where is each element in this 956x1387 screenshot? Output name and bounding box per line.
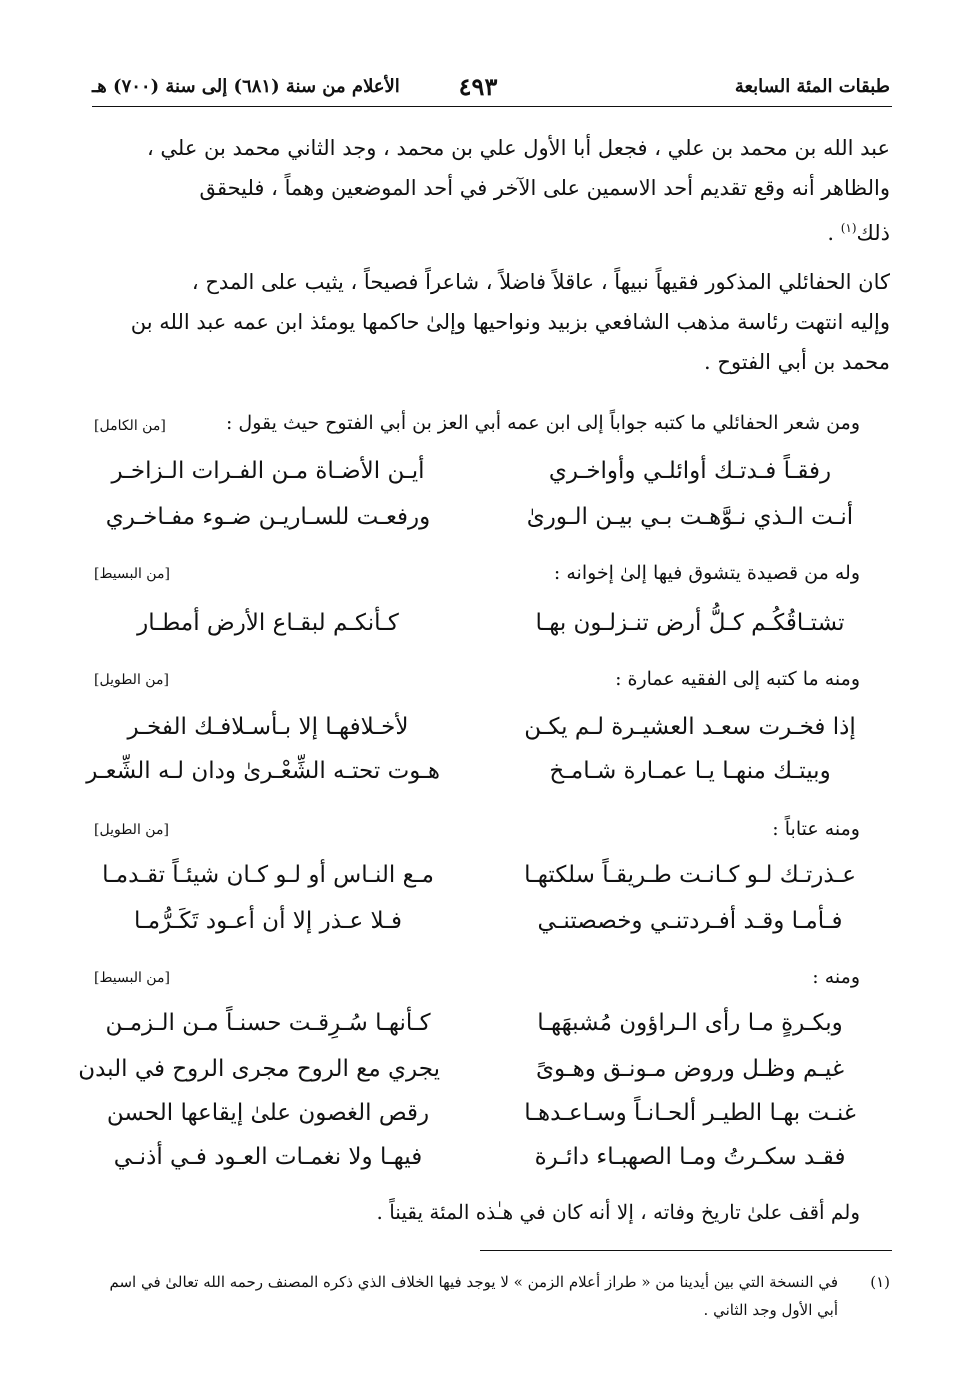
paragraph-line: كان الحفائلي المذكور فقيهاً نبيهاً ، عاقلاً فاضلاً ، شاعراً فصيحاً ، يثيب على المدح ، <box>191 270 890 294</box>
paragraph-line: ذلك$^{(١)}$ . <box>827 221 890 245</box>
poem-intro: وله من قصيدة يتشوق فيها إلىٰ إخوانه : <box>553 562 860 584</box>
verse-first-hemistich: وبكـرةٍ مـا رأى الـراؤون مُشبهَهـا <box>537 1010 843 1036</box>
paragraph-line: عبد الله بن محمد بن علي ، فجعل أبا الأول علي بن محمد ، وجد الثاني محمد بن علي ، <box>146 136 890 160</box>
verse-second-hemistich: كـأنهـا سُـرِقـت حسنـاً مـن الـزمـن <box>105 1010 431 1036</box>
paragraph-line: والظاهر أنه وقع تقديم أحد الاسمين على الآخر في أحد الموضعين وهماً ، فليحقق <box>199 176 890 200</box>
poem-intro: ومنه : <box>812 966 860 988</box>
paragraph-1 <box>90 128 890 253</box>
verse-first-hemistich: فقـد سكـرتُ ومـا الصهبـاء دائـرة <box>534 1144 846 1170</box>
paragraph-line: محمد بن أبي الفتوح . <box>704 350 890 374</box>
poem-meter: [من الكامل] <box>94 418 166 434</box>
verse-first-hemistich: وبيتـك منهـا يـا عمـارة شـامـخ <box>549 758 831 784</box>
verse-first-hemistich: فـأمـا وقـد أفـردتنـي وخصصتنـي <box>537 908 843 934</box>
paragraph-2 <box>90 262 890 382</box>
footnote-rule <box>480 1250 892 1251</box>
poem-meter: [من الطويل] <box>94 822 169 838</box>
poem-intro: ومن شعر الحفائلي ما كتبه جواباً إلى ابن عمه أبي العز بن أبي الفتوح حيث يقول : <box>225 412 860 434</box>
footnote <box>90 1268 890 1324</box>
footnote-reference: (١) <box>840 221 857 235</box>
page-number: ٤٩٣ <box>458 72 498 101</box>
verse-second-hemistich: أيـن الأضـاة مـن الفـرات الـزاخـر <box>111 458 425 484</box>
verse-second-hemistich: فـلا عـذر إلا أن أعـود تَكَـرُّمـا <box>133 908 402 934</box>
footnote-number: (١) <box>870 1273 890 1291</box>
header-rule <box>92 106 892 107</box>
verse-second-hemistich: هـوت تحتـه الشِّعْـرىٰ ودان لـه الشِّعـر <box>86 758 440 784</box>
verse-first-hemistich: غنـت بهـا الطيـر ألحـانـاً وسـاعـدهـا <box>524 1100 856 1126</box>
running-header-years: الأعلام من سنة (٦٨١) إلى سنة (٧٠٠) هـ <box>92 76 400 97</box>
verse-first-hemistich: تشتـاقُكُـم كـلُّ أرض تنـزلـون بهـا <box>535 610 845 636</box>
verse-second-hemistich: رقص الغصون علىٰ إيقاعها الحسن <box>106 1100 430 1126</box>
closing-sentence: ولم أقف علىٰ تاريخ وفاته ، إلا أنه كان في هـٰذه المئة يقيناً . <box>376 1200 860 1224</box>
poem-meter: [من الطويل] <box>94 672 169 688</box>
verse-second-hemistich: فيهـا ولا نغمـات العـود فـي أذنـي <box>113 1144 423 1170</box>
verse-second-hemistich: مـع النـاس أو لـو كـان شيئـاً تقـدمـا <box>102 862 434 888</box>
poem-meter: [من البسيط] <box>94 970 170 986</box>
verse-second-hemistich: كـأنكـم لبقـاع الأرض أمطـار <box>137 610 399 636</box>
poem-intro: ومنه عتاباً : <box>772 818 860 840</box>
running-header-section: طبقات المئة السابعة <box>734 76 890 97</box>
poem-meter: [من البسيط] <box>94 566 170 582</box>
verse-second-hemistich: ورفعـت للسـاريـن ضـوء مفـاخـري <box>105 504 431 530</box>
footnote-text: في النسخة التي بين أيدينا من « طراز أعلام الزمن » لا يوجد فيها الخلاف الذي ذكره المصنف رحمه الله تعالىٰ في اسم أبي الأول وجد الثاني . <box>109 1273 838 1319</box>
verse-first-hemistich: غيـم وظـل وروض مـونـق وهـوىً <box>535 1056 845 1082</box>
poem-intro: ومنه ما كتبه إلى الفقيه عمارة : <box>615 668 860 690</box>
verse-second-hemistich: لأخـلافهـا إلا بـأسـلافـك الفخـر <box>127 714 409 740</box>
verse-second-hemistich: يجري مع الروح مجرى الروح في البدن <box>78 1056 440 1082</box>
verse-first-hemistich: إذا فخـرت سعـد العشيـرة لـم يكـن <box>524 714 856 740</box>
verse-first-hemistich: عـذرتـك لـو كـانـت طـريقـاً سلكتهـا <box>524 862 856 888</box>
verse-first-hemistich: أنـت الـذي نـوَّهـت بـي بيـن الـورىٰ <box>526 504 854 530</box>
verse-first-hemistich: رفقـاً فـدتـك أوائلـي وأواخـري <box>548 458 832 484</box>
paragraph-line: وإليه انتهت رئاسة مذهب الشافعي بزبيد ونواحيها وإلىٰ حاكمها يومئذ ابن عمه عبد الله بن <box>130 310 890 334</box>
